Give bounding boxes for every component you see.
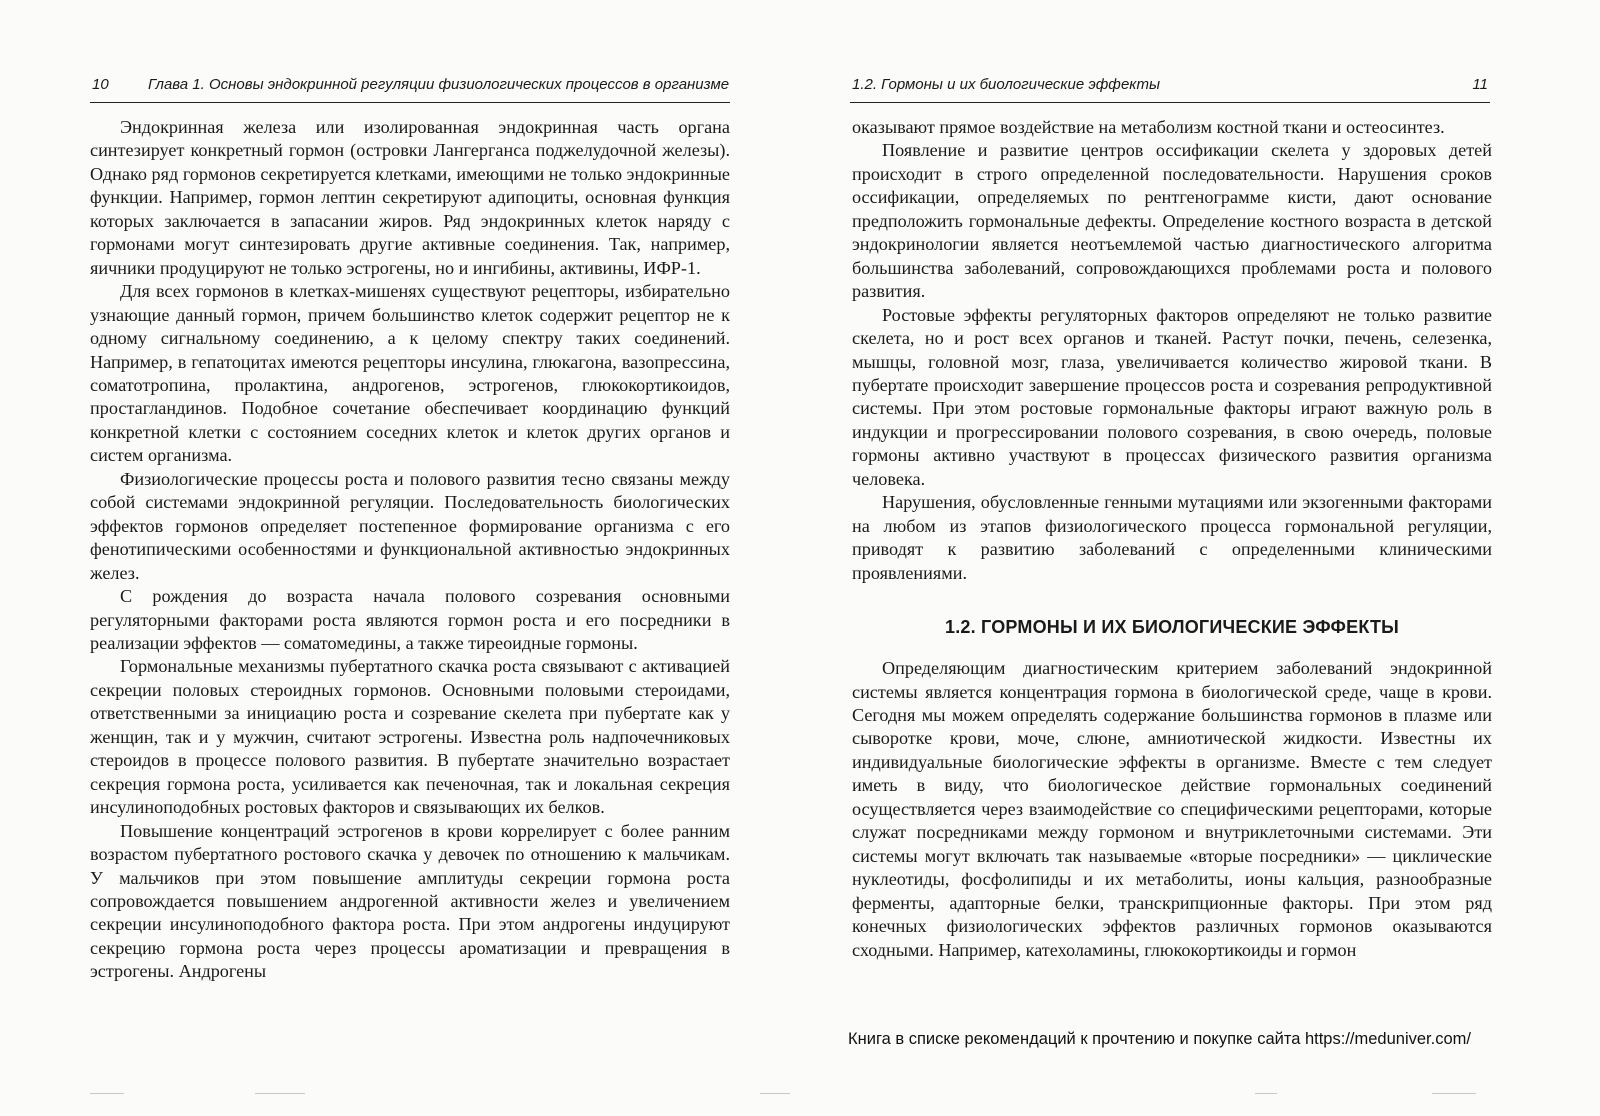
paragraph: Повышение концентраций эстрогенов в крови коррелирует с более ранним возрастом пубертатного ростового скачка у девочек по отношению к мальчикам. У мальчиков при этом повышение амплитуды секреции гормона роста сопровождается повышением андрогенной активности желез и увеличением секреции инсулиноподобного фактора роста. При этом андрогены индуцируют секрецию гормона роста через процессы ароматизации и превращения в эстрогены. Андрогены: [90, 820, 730, 982]
scan-mark: [90, 1093, 124, 1094]
right-page: [800, 0, 1600, 1116]
right-body-text: [852, 116, 1492, 962]
paragraph: Определяющим диагностическим критерием заболеваний эндокринной системы является концентрация гормона в биологической среде, чаще в крови. Сегодня мы можем определять содержание большинства гормонов в плазме или сыворотке крови, моче, слюне, амниотической жидкости. Известны их индивидуальные биологические эффекты в организме. Вместе с тем следует иметь в виду, что биологическое действие гормональных соединений осуществляется через взаимодействие со специфическими рецепторами, которые служат посредниками между гормоном и внутриклеточными системами. Эти системы могут включать так называемые «вторые посредники» — циклические нуклеотиды, фосфолипиды и их метаболиты, ионы кальция, разнообразные ферменты, адапторные белки, транскрипционные факторы. При этом ряд конечных физиологических эффектов различных гормонов оказываются сходными. Например, катехоламины, глюкокортикоиды и гормон: [852, 658, 1492, 960]
section-heading: 1.2. ГОРМОНЫ И ИХ БИОЛОГИЧЕСКИЕ ЭФФЕКТЫ: [945, 617, 1399, 638]
footer-note: Книга в списке рекомендаций к прочтению и покупке сайта https://meduniver.com/: [848, 1030, 1471, 1048]
left-body-text: [90, 116, 730, 984]
paragraph: Нарушения, обусловленные генными мутациями или экзогенными факторами на любом из этапов физиологического процесса гормональной регуляции, приводят к развитию заболеваний с определенными клиническими проявлениями.: [852, 492, 1492, 583]
scan-mark: [1432, 1093, 1476, 1094]
paragraph-continuation: оказывают прямое воздействие на метаболизм костной ткани и остеосинтез.: [852, 117, 1445, 137]
paragraph: Физиологические процессы роста и полового развития тесно связаны между собой системами эндокринной регуляции. Последовательность биологических эффектов гормонов определяет постепенное формирование организма с его фенотипическими особенностями и функциональной активностью эндокринных желез.: [90, 468, 730, 583]
paragraph: Для всех гормонов в клетках-мишенях существуют рецепторы, избирательно узнающие данный гормон, причем большинство клеток содержит рецептор не к одному сигнальному соединению, а к целому спектру таких соединений. Например, в гепатоцитах имеются рецепторы инсулина, глюкагона, вазопрессина, соматотропина, пролактина, андрогенов, эстрогенов, глюкокортикоидов, простагландинов. Подобное сочетание обеспечивает координацию функций конкретной клетки с состоянием соседних клеток и клеток других органов и систем организма.: [90, 281, 730, 466]
paragraph: С рождения до возраста начала полового созревания основными регуляторными факторами роста являются гормон роста и его посредники в реализации эффектов — соматомедины, а также тиреоидные гормоны.: [90, 586, 730, 653]
paragraph: Гормональные механизмы пубертатного скачка роста связывают с активацией секреции половых стероидных гормонов. Основными половыми стероидами, ответственными за инициацию роста и созревание скелета при пубертате как у женщин, так и у мужчин, считают эстрогены. Известна роль надпочечниковых стероидов в процессе полового развития. В пубертате значительно возрастает секреция гормона роста, усиливается как печеночная, так и локальная секреция инсулиноподобных ростовых факторов и связывающих их белков.: [90, 656, 730, 818]
paragraph: Ростовые эффекты регуляторных факторов определяют не только развитие скелета, но и рост всех органов и тканей. Растут почки, печень, селезенка, мышцы, головной мозг, глаза, увеличивается количество жировой ткани. В пубертате происходит завершение процессов роста и созревания репродуктивной системы. При этом ростовые гормональные факторы играют важную роль в индукции и прогрессировании полового созревания, в свою очередь, половые гормоны активно участвуют в процессах физического развития организма человека.: [852, 304, 1492, 489]
left-running-title: Глава 1. Основы эндокринной регуляции физиологических процессов в организме: [148, 76, 730, 93]
left-running-head: [90, 74, 730, 103]
left-page-number: 10: [92, 76, 109, 93]
scan-mark: [1255, 1093, 1277, 1094]
right-page-number: 11: [1472, 76, 1488, 93]
scan-mark: [255, 1093, 305, 1094]
left-page: [0, 0, 790, 1116]
right-running-title: 1.2. Гормоны и их биологические эффекты: [852, 76, 1161, 93]
right-running-head: [850, 74, 1490, 103]
paragraph: Эндокринная железа или изолированная эндокринная часть органа синтезирует конкретный гормон (островки Лангерганса поджелудочной железы). Однако ряд гормонов секретируется клетками, имеющими не только эндокринные функции. Например, гормон лептин секретируют адипоциты, основная функция которых заключается в запасании жиров. Ряд эндокринных клеток наряду с гормонами могут синтезировать другие активные соединения. Так, например, яичники продуцируют не только эстрогены, но и ингибины, активины, ИФР-1.: [90, 117, 730, 278]
paragraph: Появление и развитие центров оссификации скелета у здоровых детей происходит в строго определенной последовательности. Нарушения сроков оссификации, определяемых по рентгенограмме кисти, дают основание предположить гормональные дефекты. Определение костного возраста в детской эндокринологии является неотъемлемой частью диагностического алгоритма большинства заболеваний, сопровождающихся проблемами роста и полового развития.: [852, 140, 1492, 302]
scan-mark: [760, 1093, 790, 1094]
